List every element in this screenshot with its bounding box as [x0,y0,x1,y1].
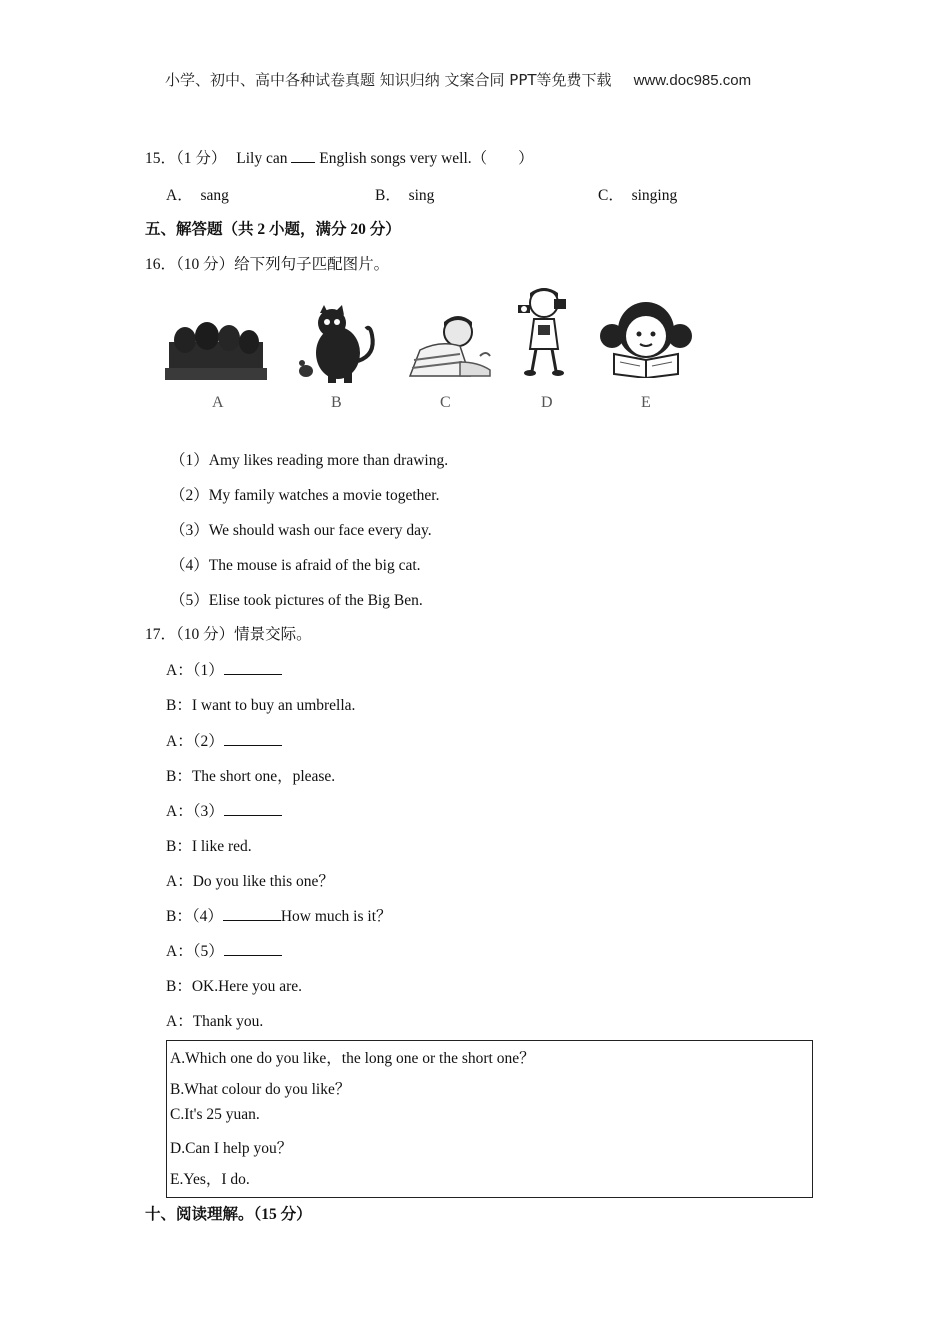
dialogue-line-11 [166,1009,263,1031]
option-label: C． [598,187,624,204]
option-text: singing [631,187,678,204]
choice-a: A.Which one do you like，the long one or the short one？ [170,1050,535,1067]
sentence-2: （2）My family watches a movie together. [170,487,440,504]
speaker: A： [166,803,193,820]
line-text: Thank you. [192,1013,264,1030]
speaker: A： [166,662,193,679]
line-text: OK.Here you are. [191,978,303,995]
section-title: 五、解答题（共 2 小题，满分 20 分） [145,221,401,238]
option-b[interactable] [375,183,434,205]
header-url[interactable]: www.doc985.com [633,72,752,89]
question-score: （1 分） [176,150,227,167]
dialogue-line-9 [166,939,282,961]
speaker: B： [166,697,192,714]
line-text: I want to buy an umbrella. [191,697,356,714]
speaker: B： [166,768,192,785]
option-label: B． [375,187,401,204]
speaker: B： [166,838,192,855]
dialogue-line-4 [166,764,335,786]
question-number: 15． [145,150,177,167]
choices-box [166,1040,813,1198]
dialogue-line-1 [166,658,282,680]
picture-label-b: B [331,394,342,411]
speaker: A： [166,873,193,890]
line-text: Do you like this one？ [192,873,334,890]
picture-label-d: D [541,394,553,411]
dialogue-line-8 [166,904,392,926]
answer-blank[interactable] [224,731,282,746]
answer-blank[interactable] [224,941,282,956]
sentence-5: （5）Elise took pictures of the Big Ben. [170,592,423,609]
option-text: sing [408,187,435,204]
dialogue-line-3 [166,729,282,751]
dialogue-line-2 [166,693,355,715]
answer-blank[interactable] [224,801,282,816]
speaker: A： [166,733,193,750]
stem-text-before: Lily can [236,150,288,167]
page-header [165,69,751,90]
sentence-3: （3）We should wash our face every day. [170,522,432,539]
line-text: （3） [192,803,224,820]
answer-blank[interactable] [223,906,281,921]
line-text: I like red. [191,838,252,855]
section-title: 十、阅读理解。（15 分） [145,1206,312,1223]
answer-blank[interactable] [224,660,282,675]
speaker: B： [166,908,192,925]
line-text: （2） [192,733,224,750]
picture-label-c: C [440,394,451,411]
line-text: （4） [191,908,223,925]
picture-label-a: A [212,394,224,411]
option-c[interactable] [598,183,677,205]
picture-label-e: E [641,394,651,411]
sentence-4: （4）The mouse is afraid of the big cat. [170,557,421,574]
option-a[interactable] [166,183,229,205]
answer-blank [291,148,315,163]
dialogue-line-5 [166,799,282,821]
speaker: A： [166,1013,193,1030]
option-text: sang [200,187,229,204]
option-label: A． [166,187,193,204]
line-text-after: How much is it？ [280,908,392,925]
line-text: （1） [192,662,224,679]
line-text: The short one，please. [191,768,336,785]
question-17-stem: 17．（10 分）情景交际。 [145,626,312,643]
dialogue-line-7 [166,869,334,891]
choice-c: C.It's 25 yuan. [170,1106,260,1123]
question-15-stem [145,146,534,168]
question-16-stem: 16．（10 分）给下列句子匹配图片。 [145,256,390,273]
dialogue-line-10 [166,974,302,996]
picture-c-boy-washing-face [400,310,496,380]
speaker: B： [166,978,192,995]
picture-a-family-movie [165,312,267,384]
picture-e-girl-reading [598,296,694,378]
header-text: 小学、初中、高中各种试卷真题 知识归纳 文案合同 PPT等免费下载 [165,71,612,89]
sentence-1: （1）Amy likes reading more than drawing. [170,452,449,469]
speaker: A： [166,943,193,960]
choice-e: E.Yes，I do. [170,1171,250,1188]
dialogue-line-6 [166,834,252,856]
picture-d-girl-camera [514,285,570,381]
choice-d: D.Can I help you？ [170,1140,293,1157]
line-text: （5） [192,943,224,960]
picture-b-cat-mouse [292,305,380,383]
choice-b: B.What colour do you like？ [170,1081,351,1098]
stem-text-after: English songs very well.（ ） [319,150,534,167]
